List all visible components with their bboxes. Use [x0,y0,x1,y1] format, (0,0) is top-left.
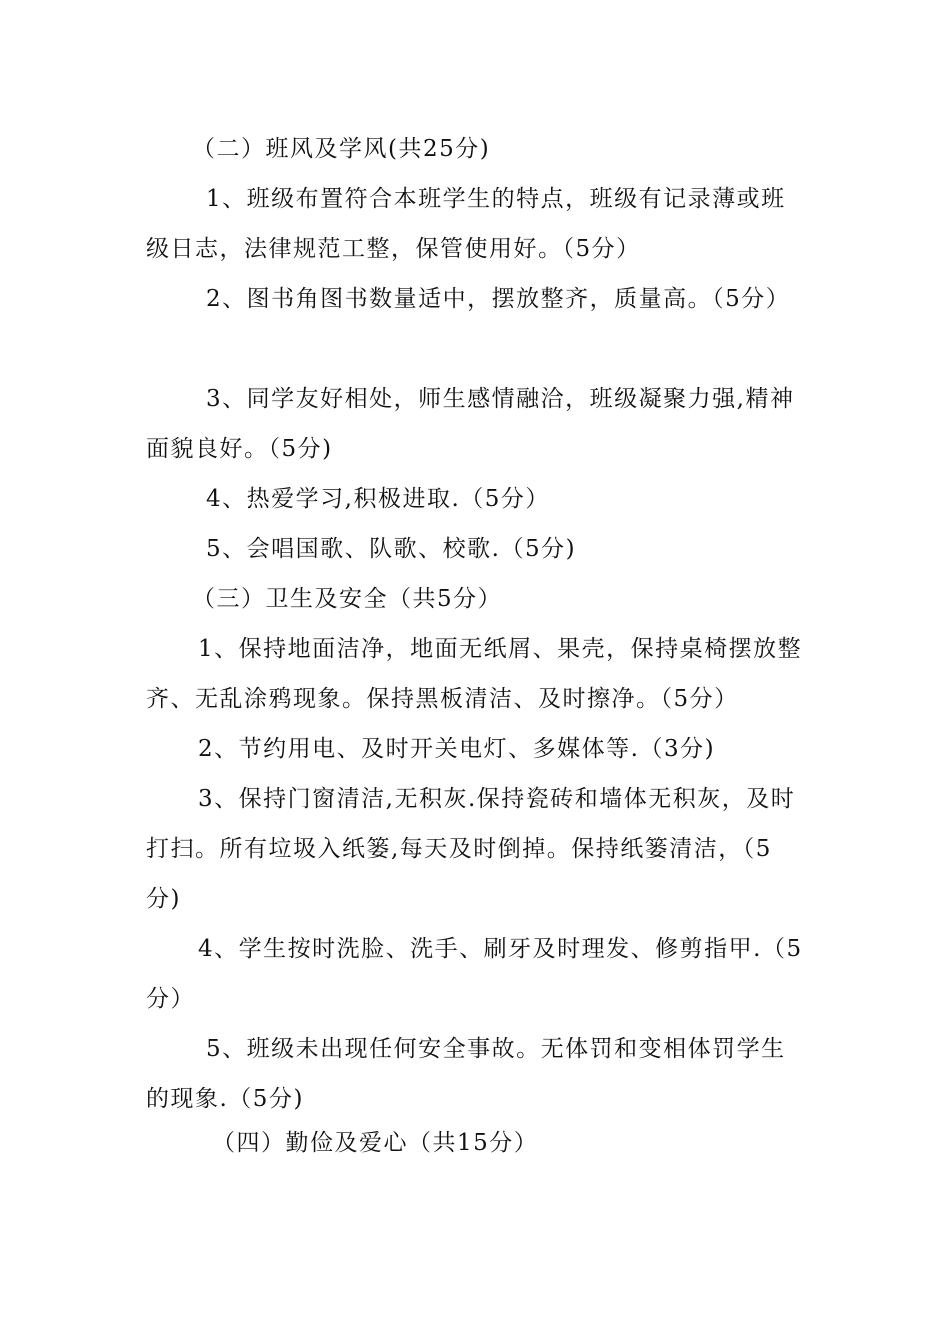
section-heading-3: （三）卫生及安全（共5分） [192,586,503,612]
section-2-item-1: 1、班级布置符合本班学生的特点，班级有记录薄或班级日志，法律规范工整，保管使用好。（5分） [146,186,786,262]
section-2-item-2: 2、图书角图书数量适中，摆放整齐，质量高。（5分） [206,286,791,312]
section-2-item-5: 5、会唱国歌、队歌、校歌.（5分) [206,536,577,562]
section-3-item-4: 4、学生按时洗脸、洗手、刷牙及时理发、修剪指甲.（5分） [146,936,803,1012]
section-3-item-3: 3、保持门窗清洁,无积灰.保持瓷砖和墙体无积灰，及时打扫。所有垃圾入纸篓,每天及时倒掉。保持纸篓清洁，（5分) [146,786,796,912]
section-3-item-1: 1、保持地面洁净，地面无纸屑、果壳，保持桌椅摆放整齐、无乱涂鸦现象。保持黑板清洁、及时擦净。（5分） [146,636,803,712]
section-heading-2: （二）班风及学风(共25分) [192,136,491,162]
section-3-item-2: 2、节约用电、及时开关电灯、多媒体等.（3分) [198,736,716,762]
section-2-item-4: 4、热爱学习,积极进取.（5分） [206,486,550,512]
section-heading-4: （四）勤俭及爱心（共15分） [212,1130,539,1156]
section-3-item-5: 5、班级未出现任何安全事故。无体罚和变相体罚学生的现象.（5分) [146,1036,786,1112]
section-2-item-3: 3、同学友好相处，师生感情融洽，班级凝聚力强,精神面貌良好。（5分) [146,386,795,462]
